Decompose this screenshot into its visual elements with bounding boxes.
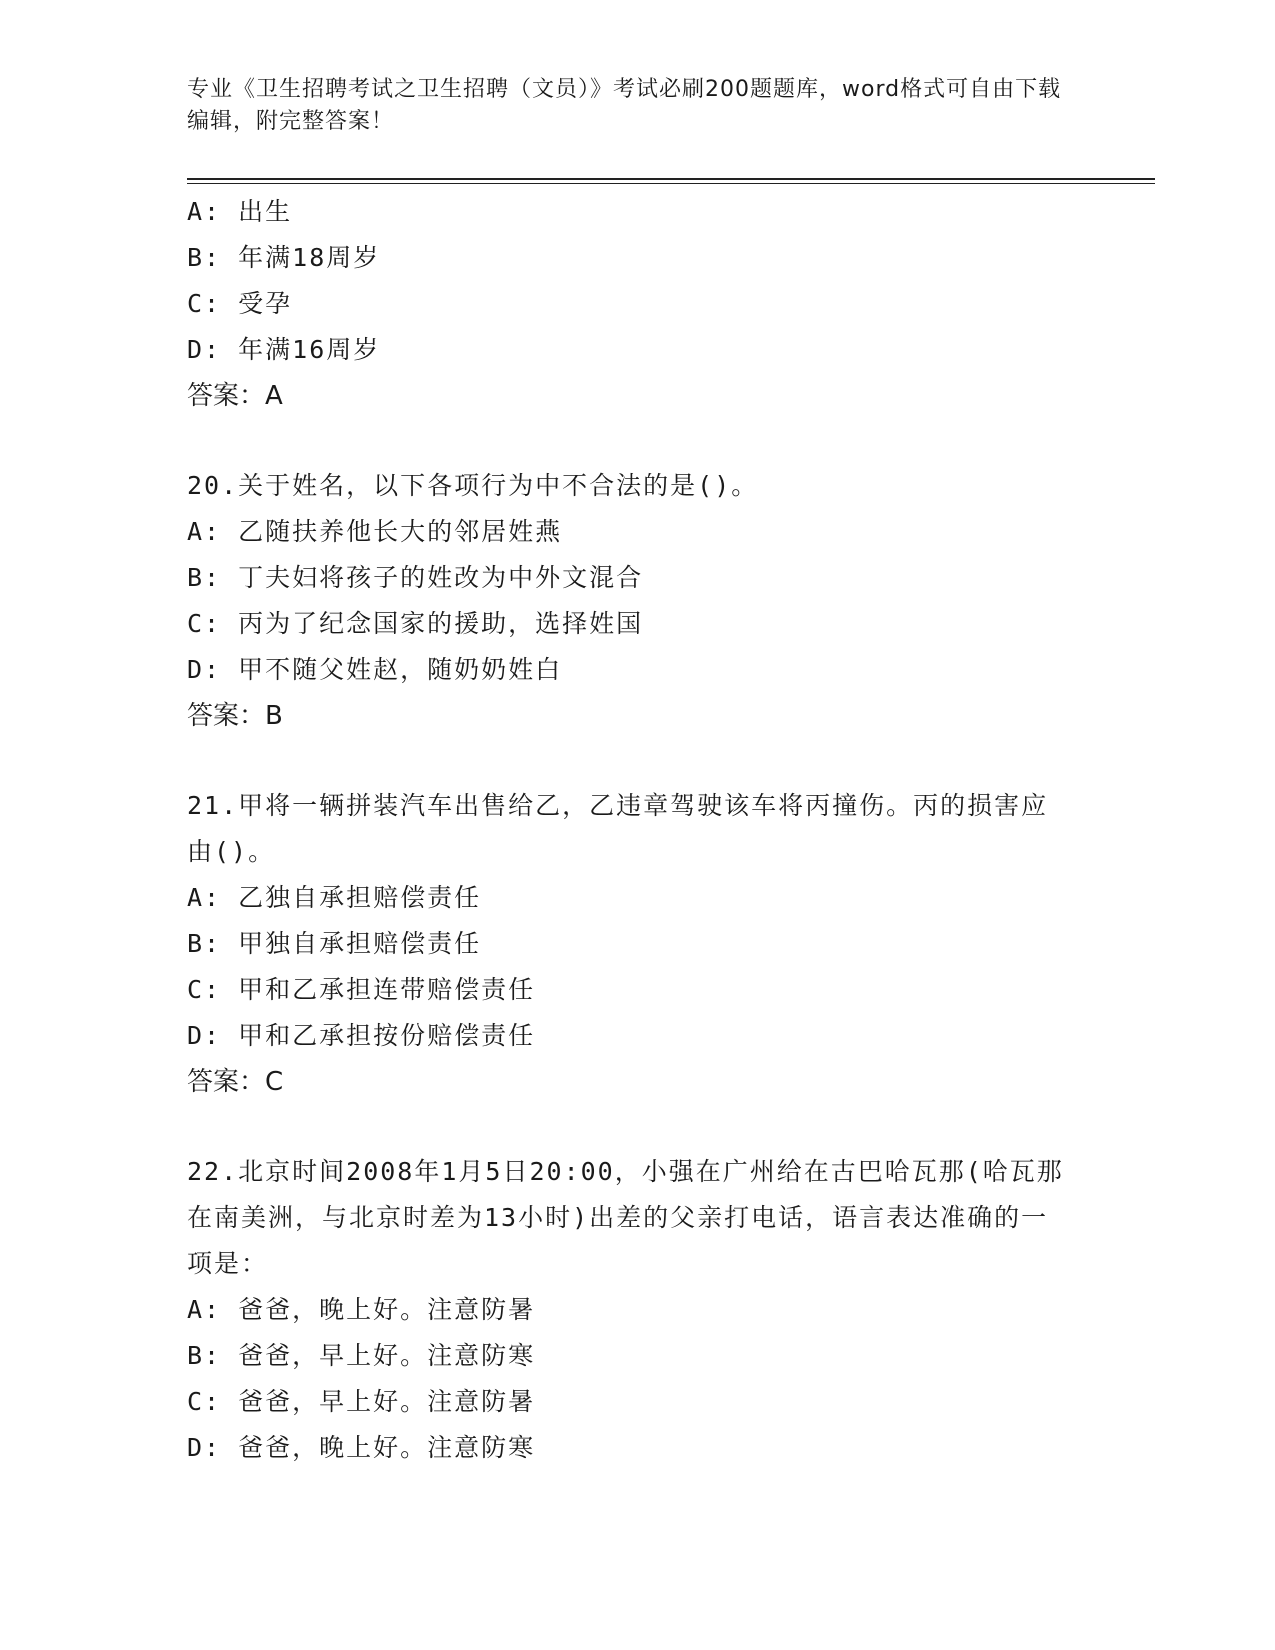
- answer-line: 答案：A: [187, 381, 283, 411]
- question-20: [187, 463, 1087, 739]
- question-text: 20.关于姓名，以下各项行为中不合法的是()。: [187, 471, 759, 500]
- option-b: B: 年满18周岁: [187, 243, 381, 272]
- option-a: A: 爸爸，晚上好。注意防暑: [187, 1295, 536, 1324]
- header-divider-thick: [187, 178, 1155, 180]
- answer-line: 答案：C: [187, 1067, 284, 1097]
- question-text: 21.甲将一辆拼装汽车出售给乙，乙违章驾驶该车将丙撞伤。丙的损害应由()。: [187, 791, 1049, 866]
- header-divider-thin: [187, 183, 1155, 184]
- question-21: [187, 783, 1087, 1105]
- option-a: A: 乙独自承担赔偿责任: [187, 883, 482, 912]
- option-b: B: 甲独自承担赔偿责任: [187, 929, 482, 958]
- question-22: [187, 1149, 1087, 1471]
- option-d: D: 爸爸，晚上好。注意防寒: [187, 1433, 536, 1462]
- option-c: C: 丙为了纪念国家的援助，选择姓国: [187, 609, 644, 638]
- option-d: D: 甲和乙承担按份赔偿责任: [187, 1021, 536, 1050]
- document-header: 专业《卫生招聘考试之卫生招聘（文员）》考试必刷200题题库，word格式可自由下载编辑，附完整答案！: [187, 77, 1062, 134]
- option-c: C: 甲和乙承担连带赔偿责任: [187, 975, 536, 1004]
- option-b: B: 爸爸，早上好。注意防寒: [187, 1341, 536, 1370]
- option-d: D: 年满16周岁: [187, 335, 381, 364]
- option-a: A: 出生: [187, 197, 293, 226]
- question-list: [187, 189, 1087, 1471]
- option-d: D: 甲不随父姓赵，随奶奶姓白: [187, 655, 563, 684]
- question-19: [187, 189, 1087, 419]
- option-a: A: 乙随扶养他长大的邻居姓燕: [187, 517, 563, 546]
- answer-line: 答案：B: [187, 701, 283, 731]
- option-b: B: 丁夫妇将孩子的姓改为中外文混合: [187, 563, 644, 592]
- option-c: C: 受孕: [187, 289, 293, 318]
- option-c: C: 爸爸，早上好。注意防暑: [187, 1387, 536, 1416]
- question-text: 22.北京时间2008年1月5日20:00，小强在广州给在古巴哈瓦那(哈瓦那在南美洲，与北京时差为13小时)出差的父亲打电话，语言表达准确的一项是：: [187, 1157, 1064, 1278]
